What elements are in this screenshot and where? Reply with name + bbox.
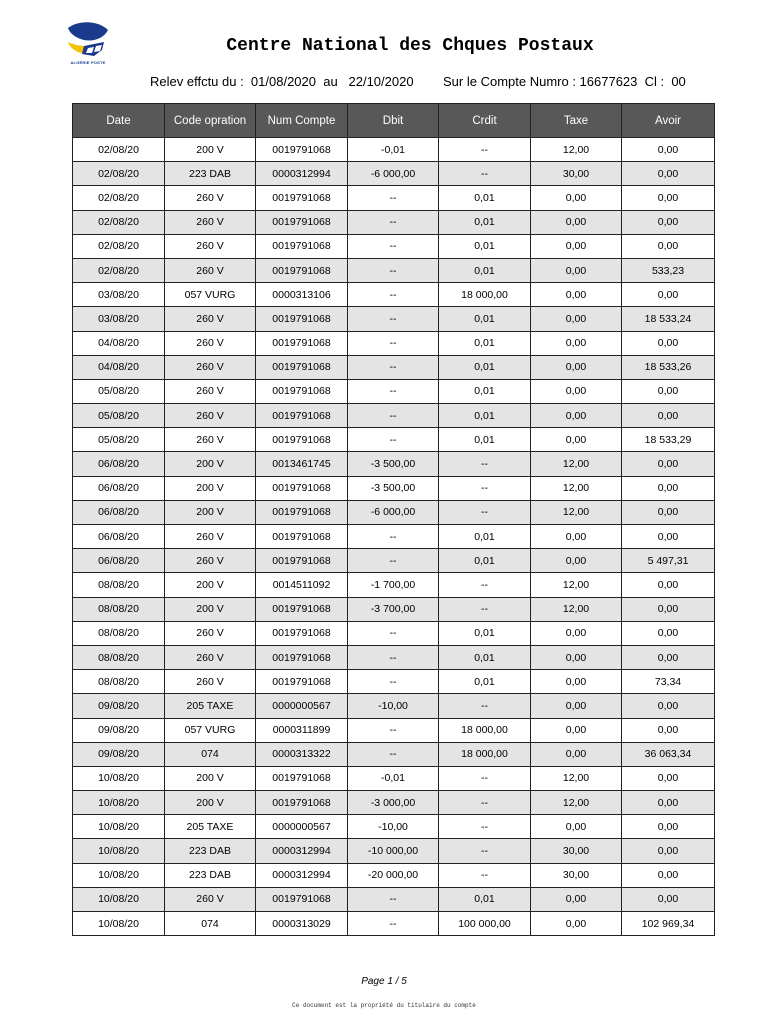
cell-tax: 0,00	[531, 912, 622, 936]
cell-balance: 0,00	[622, 283, 715, 307]
cell-date: 10/08/20	[73, 863, 165, 887]
cell-tax: 12,00	[531, 766, 622, 790]
cell-debit: --	[348, 718, 439, 742]
cell-tax: 12,00	[531, 138, 622, 162]
table-row	[73, 404, 715, 428]
cell-tax: 30,00	[531, 162, 622, 186]
table-body	[73, 138, 715, 936]
cell-balance: 0,00	[622, 863, 715, 887]
cell-tax: 0,00	[531, 355, 622, 379]
cell-tax: 0,00	[531, 694, 622, 718]
logo-text: ALGÉRIE POSTE	[70, 60, 106, 65]
cell-credit: 0,01	[439, 887, 531, 911]
cell-debit: --	[348, 428, 439, 452]
cell-debit: -3 000,00	[348, 791, 439, 815]
table-row	[73, 307, 715, 331]
cell-tax: 0,00	[531, 234, 622, 258]
cell-account-number: 0000313106	[256, 283, 348, 307]
table-row	[73, 839, 715, 863]
table-row	[73, 670, 715, 694]
table-row	[73, 887, 715, 911]
cell-credit: 0,01	[439, 210, 531, 234]
cell-credit: 0,01	[439, 331, 531, 355]
cell-account-number: 0019791068	[256, 766, 348, 790]
cell-balance: 5 497,31	[622, 549, 715, 573]
table-row	[73, 912, 715, 936]
table-row	[73, 791, 715, 815]
algerie-poste-logo	[64, 20, 112, 64]
cell-tax: 12,00	[531, 791, 622, 815]
cell-debit: --	[348, 525, 439, 549]
cell-operation-code: 057 VURG	[165, 283, 256, 307]
cell-balance: 0,00	[622, 839, 715, 863]
cell-operation-code: 260 V	[165, 404, 256, 428]
cell-debit: --	[348, 621, 439, 645]
cell-debit: -0,01	[348, 766, 439, 790]
cell-balance: 0,00	[622, 162, 715, 186]
cell-credit: 0,01	[439, 549, 531, 573]
table-row	[73, 283, 715, 307]
cell-credit: --	[439, 452, 531, 476]
cell-balance: 0,00	[622, 791, 715, 815]
cell-operation-code: 260 V	[165, 670, 256, 694]
table-row	[73, 379, 715, 403]
ownership-note: Ce document est la propriété du titulaire du compte	[292, 1002, 476, 1009]
cell-credit: --	[439, 766, 531, 790]
cell-balance: 0,00	[622, 645, 715, 669]
table-row	[73, 500, 715, 524]
cell-account-number: 0000312994	[256, 839, 348, 863]
cell-account-number: 0000311899	[256, 718, 348, 742]
cell-credit: 18 000,00	[439, 718, 531, 742]
cell-debit: --	[348, 283, 439, 307]
cell-credit: 0,01	[439, 621, 531, 645]
cell-balance: 0,00	[622, 331, 715, 355]
cell-credit: 0,01	[439, 307, 531, 331]
cell-debit: -10 000,00	[348, 839, 439, 863]
cell-account-number: 0000000567	[256, 694, 348, 718]
table-row	[73, 815, 715, 839]
cell-account-number: 0019791068	[256, 258, 348, 282]
cell-balance: 533,23	[622, 258, 715, 282]
cell-operation-code: 200 V	[165, 138, 256, 162]
cell-debit: -3 500,00	[348, 476, 439, 500]
cell-date: 04/08/20	[73, 355, 165, 379]
cell-credit: 0,01	[439, 404, 531, 428]
cell-operation-code: 260 V	[165, 887, 256, 911]
col-header-balance: Avoir	[622, 104, 715, 138]
cell-tax: 0,00	[531, 815, 622, 839]
cell-balance: 18 533,24	[622, 307, 715, 331]
cell-tax: 0,00	[531, 718, 622, 742]
cell-credit: --	[439, 573, 531, 597]
table-row	[73, 331, 715, 355]
cell-operation-code: 200 V	[165, 766, 256, 790]
table-row	[73, 645, 715, 669]
cell-credit: --	[439, 863, 531, 887]
cell-date: 06/08/20	[73, 525, 165, 549]
table-row	[73, 718, 715, 742]
table-row	[73, 863, 715, 887]
cell-operation-code: 223 DAB	[165, 839, 256, 863]
cell-operation-code: 260 V	[165, 234, 256, 258]
cell-debit: --	[348, 234, 439, 258]
cell-tax: 12,00	[531, 573, 622, 597]
cell-credit: --	[439, 815, 531, 839]
cell-date: 02/08/20	[73, 138, 165, 162]
cell-operation-code: 223 DAB	[165, 863, 256, 887]
cell-balance: 102 969,34	[622, 912, 715, 936]
cell-account-number: 0019791068	[256, 791, 348, 815]
cell-operation-code: 260 V	[165, 621, 256, 645]
cell-balance: 73,34	[622, 670, 715, 694]
cell-operation-code: 200 V	[165, 791, 256, 815]
cell-debit: --	[348, 645, 439, 669]
cell-debit: --	[348, 887, 439, 911]
cell-credit: 0,01	[439, 525, 531, 549]
cell-credit: 0,01	[439, 670, 531, 694]
cell-operation-code: 260 V	[165, 355, 256, 379]
cell-debit: -20 000,00	[348, 863, 439, 887]
cell-tax: 0,00	[531, 283, 622, 307]
cell-tax: 0,00	[531, 331, 622, 355]
cell-credit: --	[439, 138, 531, 162]
cell-date: 06/08/20	[73, 549, 165, 573]
table-row	[73, 525, 715, 549]
cell-balance: 18 533,29	[622, 428, 715, 452]
cell-account-number: 0019791068	[256, 331, 348, 355]
cell-tax: 12,00	[531, 476, 622, 500]
cell-tax: 12,00	[531, 500, 622, 524]
cell-tax: 30,00	[531, 839, 622, 863]
cell-date: 10/08/20	[73, 887, 165, 911]
cell-credit: --	[439, 597, 531, 621]
cell-operation-code: 260 V	[165, 307, 256, 331]
cell-balance: 0,00	[622, 210, 715, 234]
cell-operation-code: 074	[165, 912, 256, 936]
col-header-date: Date	[73, 104, 165, 138]
table-row	[73, 258, 715, 282]
account-number: Sur le Compte Numro : 16677623 Cl : 00	[443, 74, 686, 89]
cell-debit: --	[348, 258, 439, 282]
cell-debit: -10,00	[348, 694, 439, 718]
cell-debit: -0,01	[348, 138, 439, 162]
cell-debit: --	[348, 331, 439, 355]
cell-credit: 0,01	[439, 379, 531, 403]
col-header-credit: Crdit	[439, 104, 531, 138]
cell-tax: 0,00	[531, 404, 622, 428]
cell-operation-code: 260 V	[165, 525, 256, 549]
cell-debit: --	[348, 912, 439, 936]
cell-account-number: 0019791068	[256, 210, 348, 234]
cell-balance: 0,00	[622, 525, 715, 549]
cell-account-number: 0019791068	[256, 525, 348, 549]
cell-date: 10/08/20	[73, 839, 165, 863]
cell-debit: -1 700,00	[348, 573, 439, 597]
cell-date: 08/08/20	[73, 573, 165, 597]
cell-credit: 100 000,00	[439, 912, 531, 936]
cell-credit: 0,01	[439, 234, 531, 258]
cell-date: 09/08/20	[73, 694, 165, 718]
cell-operation-code: 057 VURG	[165, 718, 256, 742]
cell-credit: --	[439, 476, 531, 500]
cell-date: 02/08/20	[73, 258, 165, 282]
cell-account-number: 0000312994	[256, 162, 348, 186]
cell-credit: 0,01	[439, 258, 531, 282]
cell-account-number: 0000000567	[256, 815, 348, 839]
table-row	[73, 742, 715, 766]
cell-date: 02/08/20	[73, 234, 165, 258]
cell-date: 02/08/20	[73, 186, 165, 210]
cell-credit: 18 000,00	[439, 742, 531, 766]
cell-account-number: 0019791068	[256, 597, 348, 621]
logo-icon	[64, 20, 112, 60]
cell-balance: 0,00	[622, 404, 715, 428]
col-header-operation-code: Code opration	[165, 104, 256, 138]
table-row	[73, 210, 715, 234]
table-row	[73, 573, 715, 597]
cell-date: 04/08/20	[73, 331, 165, 355]
cell-account-number: 0019791068	[256, 234, 348, 258]
table-row	[73, 234, 715, 258]
cell-balance: 0,00	[622, 621, 715, 645]
cell-balance: 0,00	[622, 186, 715, 210]
page-number: Page 1 / 5	[361, 976, 407, 987]
cell-account-number: 0019791068	[256, 355, 348, 379]
cell-balance: 0,00	[622, 379, 715, 403]
document-title: Centre National des Chques Postaux	[226, 36, 594, 56]
col-header-debit: Dbit	[348, 104, 439, 138]
cell-account-number: 0019791068	[256, 138, 348, 162]
cell-balance: 0,00	[622, 573, 715, 597]
table-row	[73, 355, 715, 379]
table-row	[73, 597, 715, 621]
cell-account-number: 0019791068	[256, 186, 348, 210]
cell-operation-code: 260 V	[165, 549, 256, 573]
cell-balance: 36 063,34	[622, 742, 715, 766]
cell-operation-code: 074	[165, 742, 256, 766]
cell-tax: 12,00	[531, 597, 622, 621]
cell-date: 05/08/20	[73, 404, 165, 428]
table-row	[73, 476, 715, 500]
cell-operation-code: 260 V	[165, 428, 256, 452]
cell-account-number: 0019791068	[256, 404, 348, 428]
cell-account-number: 0013461745	[256, 452, 348, 476]
cell-date: 06/08/20	[73, 500, 165, 524]
cell-balance: 0,00	[622, 694, 715, 718]
cell-account-number: 0019791068	[256, 428, 348, 452]
cell-date: 10/08/20	[73, 791, 165, 815]
cell-balance: 0,00	[622, 815, 715, 839]
cell-credit: --	[439, 162, 531, 186]
cell-credit: --	[439, 839, 531, 863]
cell-tax: 12,00	[531, 452, 622, 476]
cell-operation-code: 260 V	[165, 186, 256, 210]
cell-account-number: 0000313029	[256, 912, 348, 936]
table-row	[73, 694, 715, 718]
cell-debit: --	[348, 404, 439, 428]
cell-debit: --	[348, 670, 439, 694]
cell-account-number: 0019791068	[256, 500, 348, 524]
table-row	[73, 549, 715, 573]
cell-balance: 18 533,26	[622, 355, 715, 379]
cell-tax: 0,00	[531, 307, 622, 331]
cell-operation-code: 200 V	[165, 500, 256, 524]
cell-date: 08/08/20	[73, 621, 165, 645]
cell-balance: 0,00	[622, 887, 715, 911]
cell-tax: 0,00	[531, 645, 622, 669]
cell-tax: 0,00	[531, 379, 622, 403]
table-header-row	[73, 104, 715, 138]
cell-debit: -6 000,00	[348, 162, 439, 186]
cell-credit: --	[439, 500, 531, 524]
cell-debit: --	[348, 355, 439, 379]
col-header-account-number: Num Compte	[256, 104, 348, 138]
cell-date: 02/08/20	[73, 162, 165, 186]
cell-date: 06/08/20	[73, 476, 165, 500]
cell-tax: 0,00	[531, 210, 622, 234]
cell-operation-code: 260 V	[165, 210, 256, 234]
cell-balance: 0,00	[622, 718, 715, 742]
cell-debit: -10,00	[348, 815, 439, 839]
cell-account-number: 0019791068	[256, 549, 348, 573]
cell-debit: -3 700,00	[348, 597, 439, 621]
cell-tax: 0,00	[531, 621, 622, 645]
cell-account-number: 0000312994	[256, 863, 348, 887]
cell-date: 06/08/20	[73, 452, 165, 476]
cell-account-number: 0019791068	[256, 887, 348, 911]
statement-period: Relev effctu du : 01/08/2020 au 22/10/2020	[150, 74, 414, 89]
cell-credit: 18 000,00	[439, 283, 531, 307]
cell-credit: 0,01	[439, 645, 531, 669]
cell-tax: 0,00	[531, 186, 622, 210]
cell-operation-code: 200 V	[165, 452, 256, 476]
cell-operation-code: 223 DAB	[165, 162, 256, 186]
cell-credit: --	[439, 694, 531, 718]
transactions-table	[72, 103, 715, 936]
table-row	[73, 186, 715, 210]
cell-date: 05/08/20	[73, 428, 165, 452]
cell-date: 08/08/20	[73, 645, 165, 669]
cell-credit: 0,01	[439, 428, 531, 452]
cell-tax: 30,00	[531, 863, 622, 887]
cell-date: 05/08/20	[73, 379, 165, 403]
cell-credit: 0,01	[439, 186, 531, 210]
cell-date: 10/08/20	[73, 766, 165, 790]
cell-tax: 0,00	[531, 887, 622, 911]
cell-debit: --	[348, 210, 439, 234]
cell-date: 08/08/20	[73, 597, 165, 621]
cell-account-number: 0019791068	[256, 621, 348, 645]
cell-debit: --	[348, 742, 439, 766]
cell-tax: 0,00	[531, 258, 622, 282]
cell-operation-code: 200 V	[165, 597, 256, 621]
cell-credit: 0,01	[439, 355, 531, 379]
cell-date: 09/08/20	[73, 742, 165, 766]
cell-balance: 0,00	[622, 597, 715, 621]
cell-tax: 0,00	[531, 428, 622, 452]
cell-account-number: 0019791068	[256, 670, 348, 694]
cell-debit: -3 500,00	[348, 452, 439, 476]
cell-operation-code: 260 V	[165, 645, 256, 669]
col-header-tax: Taxe	[531, 104, 622, 138]
cell-tax: 0,00	[531, 742, 622, 766]
cell-operation-code: 200 V	[165, 476, 256, 500]
cell-account-number: 0019791068	[256, 307, 348, 331]
cell-balance: 0,00	[622, 500, 715, 524]
cell-debit: --	[348, 379, 439, 403]
cell-operation-code: 260 V	[165, 331, 256, 355]
cell-account-number: 0000313322	[256, 742, 348, 766]
cell-account-number: 0019791068	[256, 379, 348, 403]
cell-tax: 0,00	[531, 670, 622, 694]
cell-tax: 0,00	[531, 549, 622, 573]
cell-operation-code: 260 V	[165, 258, 256, 282]
cell-debit: --	[348, 307, 439, 331]
table-row	[73, 162, 715, 186]
cell-balance: 0,00	[622, 138, 715, 162]
cell-date: 08/08/20	[73, 670, 165, 694]
cell-debit: --	[348, 186, 439, 210]
cell-tax: 0,00	[531, 525, 622, 549]
cell-date: 03/08/20	[73, 307, 165, 331]
cell-date: 09/08/20	[73, 718, 165, 742]
table-row	[73, 138, 715, 162]
cell-operation-code: 200 V	[165, 573, 256, 597]
cell-credit: --	[439, 791, 531, 815]
cell-date: 03/08/20	[73, 283, 165, 307]
cell-balance: 0,00	[622, 234, 715, 258]
cell-account-number: 0014511092	[256, 573, 348, 597]
cell-balance: 0,00	[622, 452, 715, 476]
cell-account-number: 0019791068	[256, 476, 348, 500]
cell-debit: --	[348, 549, 439, 573]
table-row	[73, 452, 715, 476]
table-row	[73, 766, 715, 790]
cell-date: 02/08/20	[73, 210, 165, 234]
cell-date: 10/08/20	[73, 912, 165, 936]
cell-operation-code: 205 TAXE	[165, 694, 256, 718]
cell-balance: 0,00	[622, 476, 715, 500]
table-row	[73, 621, 715, 645]
cell-operation-code: 260 V	[165, 379, 256, 403]
cell-balance: 0,00	[622, 766, 715, 790]
cell-debit: -6 000,00	[348, 500, 439, 524]
cell-account-number: 0019791068	[256, 645, 348, 669]
cell-date: 10/08/20	[73, 815, 165, 839]
table-row	[73, 428, 715, 452]
cell-operation-code: 205 TAXE	[165, 815, 256, 839]
